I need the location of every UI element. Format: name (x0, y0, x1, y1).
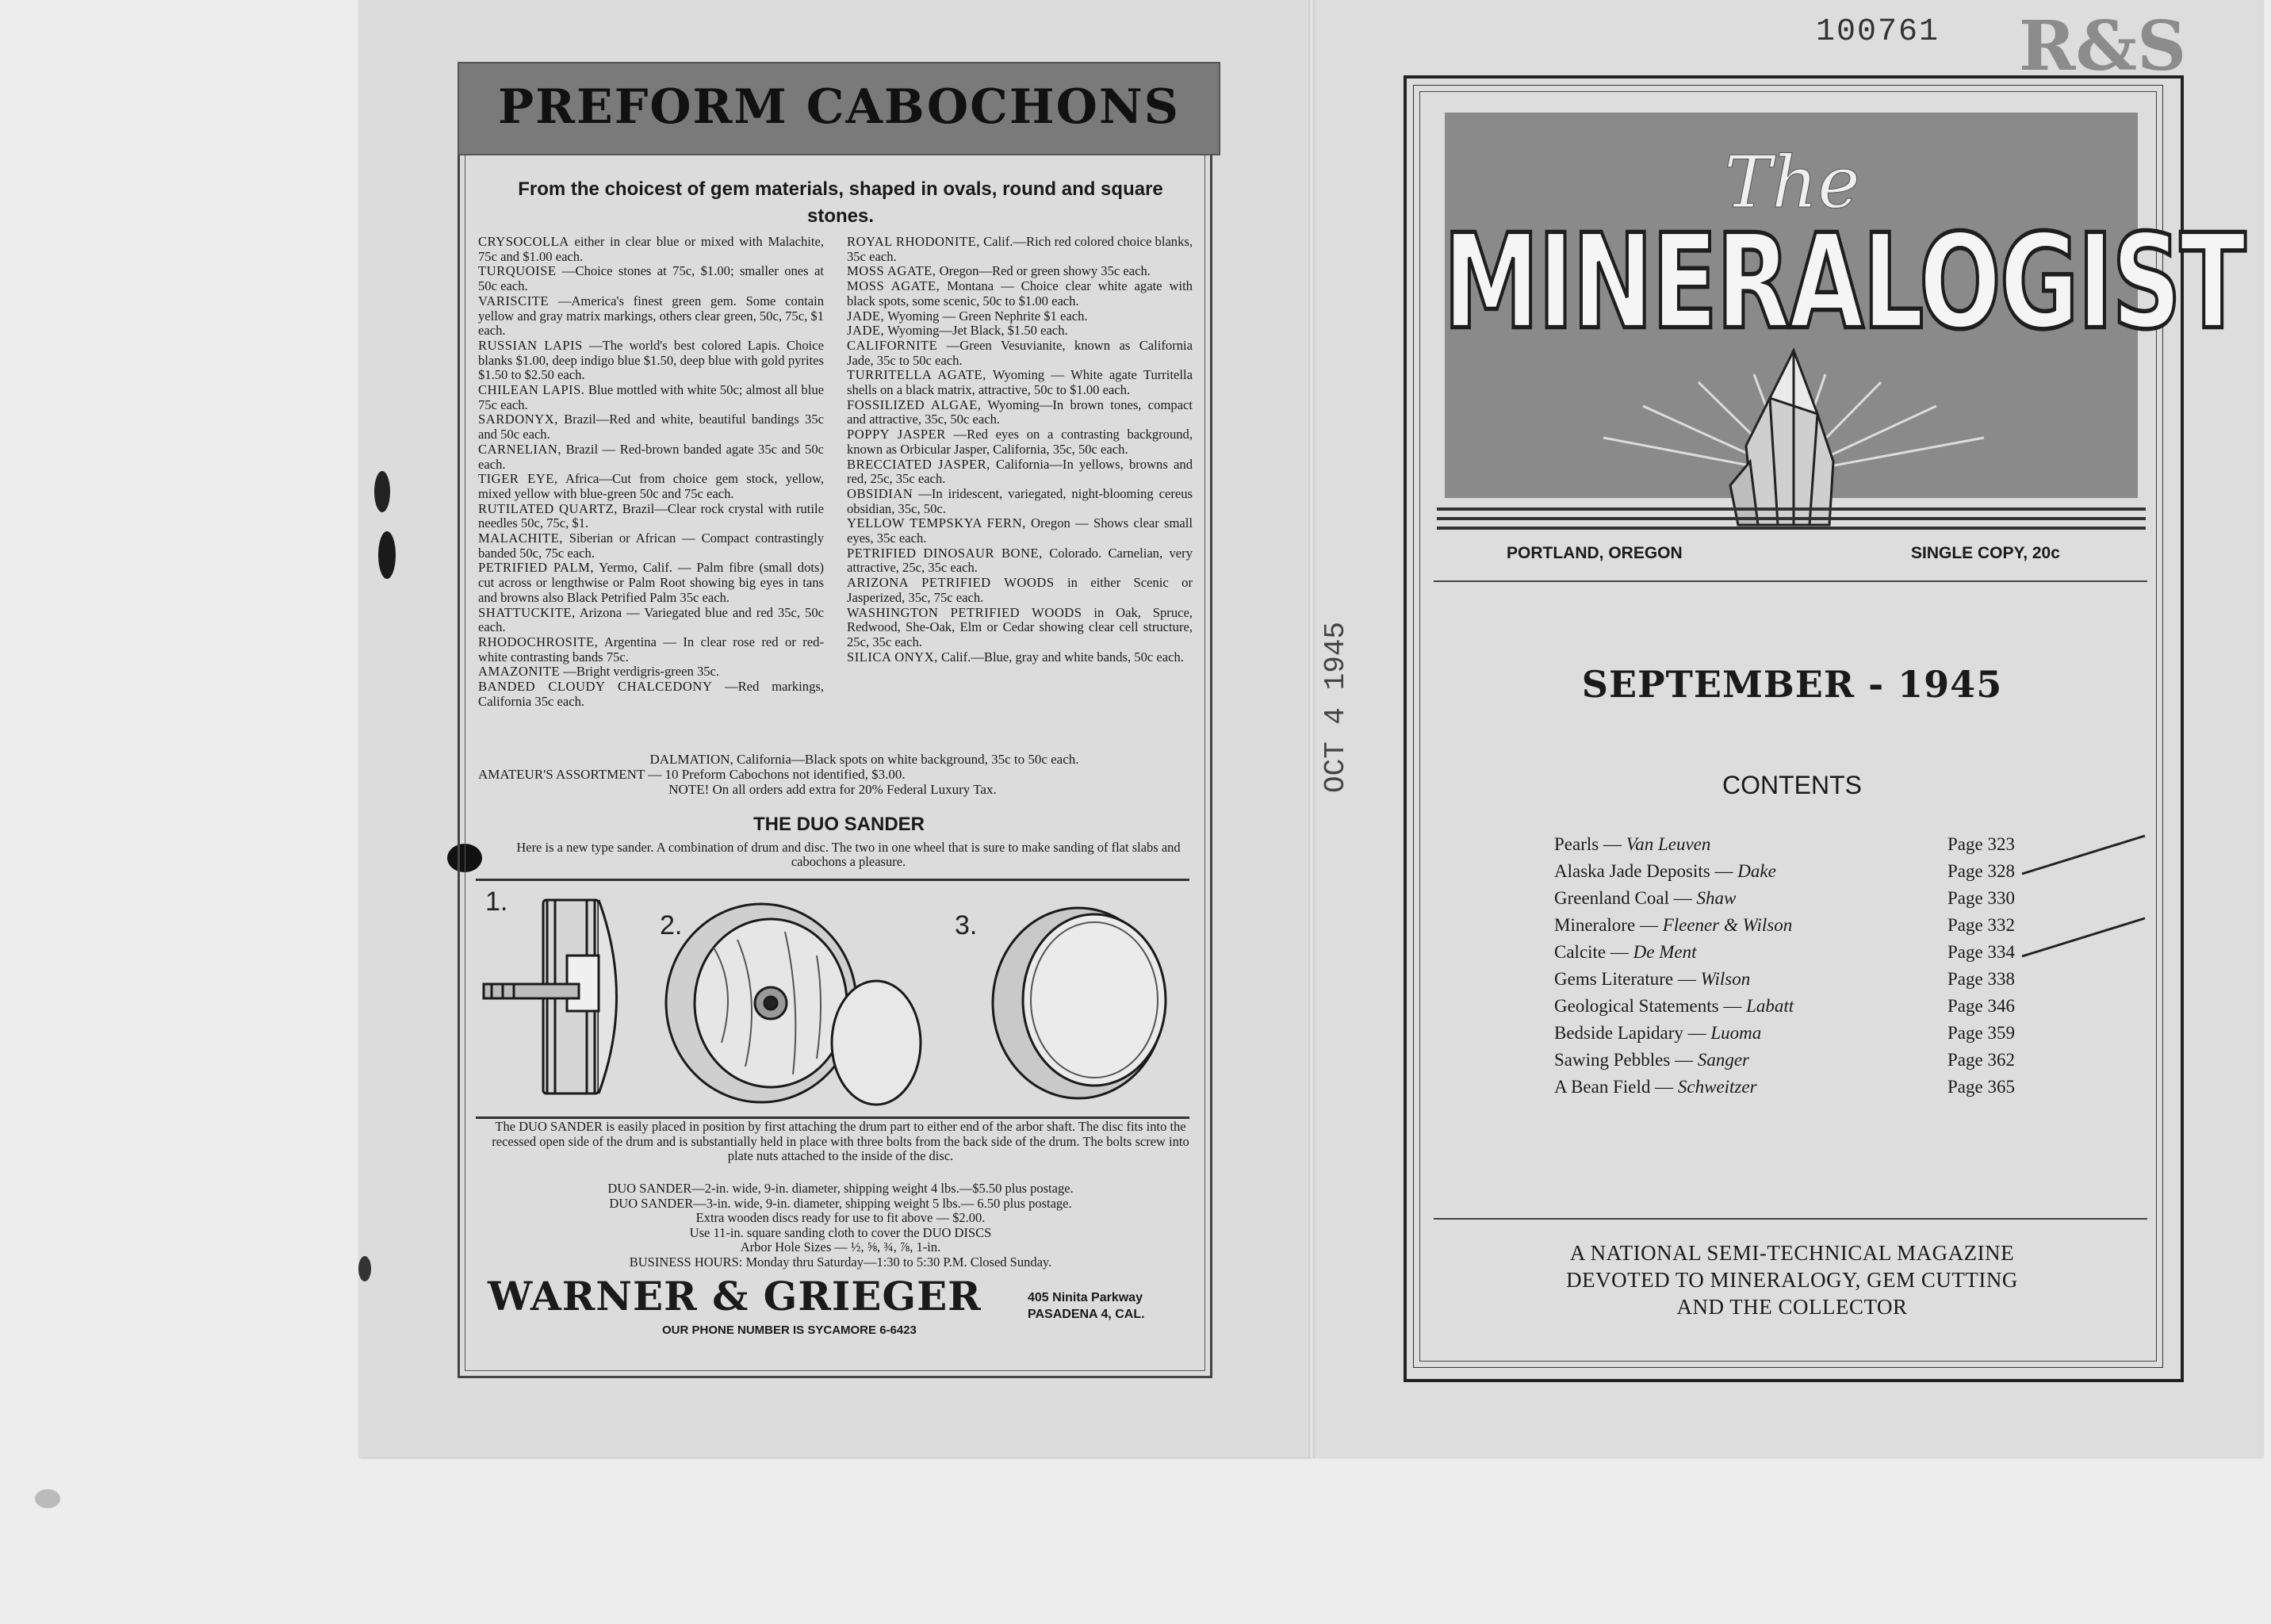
duo-sander-intro: Here is a new type sander. A combination of drum and disc. The two in one wheel that is sure to make sanding of flat slabs and cabochons a pleasure. (516, 840, 1181, 869)
gem-description: Wyoming—In brown tones, compact and attractive, 35c, 50c each. (847, 396, 1193, 427)
toc-article (1554, 939, 1696, 966)
gem-name: SARDONYX, (478, 412, 558, 427)
gem-listing (847, 398, 1193, 427)
toc-page-number: Page 362 (1947, 1050, 2015, 1070)
gem-name: MOSS AGATE, (847, 278, 940, 294)
gem-listing (847, 264, 1193, 279)
toc-dash: — (1655, 1077, 1674, 1097)
duo-sander-illustration (476, 884, 1205, 1114)
toc-author: Dake (1737, 861, 1776, 881)
gem-name: RUSSIAN LAPIS (478, 337, 583, 353)
gem-listing (478, 635, 824, 665)
gem-description: Africa—Cut from choice gem stock, yellow, mixed yellow with blue-green 50c and 75c each. (478, 471, 825, 501)
gem-name: ROYAL RHODONITE, (847, 234, 980, 249)
toc-entry (1554, 1020, 2030, 1047)
gem-description: —Red eyes on a contrasting background, known as Orbicular Jasper, California, 35c, 50c each. (847, 427, 1193, 457)
gem-description: Wyoming — Green Nephrite $1 each. (887, 308, 1088, 324)
price-line: DUO SANDER—2-in. wide, 9-in. diameter, shipping weight 4 lbs.—$5.50 plus postage. (607, 1181, 1074, 1196)
cover-divider (1434, 580, 2147, 582)
gem-name: TURQUOISE (478, 263, 557, 279)
toc-author: Schweitzer (1677, 1077, 1757, 1097)
gem-name: WASHINGTON PETRIFIED WOODS (847, 604, 1082, 620)
toc-page-number: Page 330 (1947, 888, 2015, 908)
sander-open-drum (666, 904, 921, 1105)
toc-author: Labatt (1746, 996, 1794, 1016)
toc-article-title: Pearls (1554, 834, 1599, 854)
gem-description: —The world's best colored Lapis. Choice blanks $1.00, deep indigo blue $1.50, deep blue with gold pyrites $1.50 to $2.50 each. (478, 337, 824, 383)
sander-drum-side-view (484, 900, 617, 1094)
gem-listing (478, 531, 824, 561)
gem-description: —Red markings, California 35c each. (478, 679, 824, 709)
gem-listing (478, 680, 824, 709)
gem-listing (478, 502, 824, 531)
toc-article (1554, 1074, 1757, 1101)
gem-description: Calif.—Rich red colored choice blanks, 35c each. (847, 234, 1193, 264)
cover-divider (1434, 1218, 2147, 1220)
gem-name: CALIFORNITE (847, 337, 938, 353)
gem-description: Wyoming—Jet Black, $1.50 each. (887, 323, 1068, 339)
gem-description: Colorado. Carnelian, very attractive, 25c, 35c each. (847, 545, 1193, 576)
toc-article (1554, 831, 1710, 858)
masthead-the: The (1724, 141, 1860, 224)
gem-listing (847, 650, 1193, 665)
gem-listing (478, 412, 824, 442)
table-of-contents (1554, 831, 2030, 1101)
gem-name: MALACHITE, (478, 530, 563, 546)
toc-page-number: Page 334 (1947, 942, 2015, 962)
toc-entry (1554, 858, 2030, 885)
toc-entry (1554, 885, 2030, 912)
ad-dalmation-line: DALMATION, California—Black spots on white background, 35c to 50c each. (649, 752, 1079, 767)
toc-article (1554, 858, 1776, 885)
cover-tagline (1427, 1239, 2157, 1320)
gem-listing (478, 442, 824, 472)
toc-article (1554, 885, 1736, 912)
gem-listing (847, 427, 1193, 457)
toc-article (1554, 993, 1794, 1020)
gem-description: Calif.—Blue, gray and white bands, 50c each. (940, 649, 1184, 665)
toc-article-title: Alaska Jade Deposits (1554, 861, 1710, 881)
figure-label-3: 3. (955, 910, 978, 940)
issue-date: SEPTEMBER - 1945 (1581, 663, 2003, 706)
gem-name: ARIZONA PETRIFIED WOODS (847, 575, 1055, 591)
masthead-title: MINERALOGIST (1443, 206, 2245, 358)
ad-tax-note: NOTE! On all orders add extra for 20% Federal Luxury Tax. (668, 782, 997, 797)
gem-name: CHILEAN LAPIS. (478, 382, 585, 398)
gem-name: VARISCITE (478, 293, 550, 308)
gem-description: in either Scenic or Jasperized, 35c, 75c each. (847, 575, 1193, 605)
gem-description: —America's finest green gem. Some contain yellow and gray matrix markings, others clear green, 50c, 75c, $1 each. (478, 293, 824, 339)
gem-description: Yermo, Calif. — Palm fibre (small dots) cut across or lengthwise or Palm Root showing big eyes in tans and browns also Black Petrified Palm 35c each. (478, 560, 824, 605)
tagline-line: AND THE COLLECTOR (1676, 1295, 1908, 1319)
gem-name: SILICA ONYX, (847, 649, 938, 665)
gem-name: OBSIDIAN (847, 485, 913, 501)
toc-author: Luoma (1710, 1023, 1762, 1043)
gem-description: Blue mottled with white 50c; almost all blue 75c each. (478, 382, 825, 412)
price-line: Use 11-in. square sanding cloth to cover the DUO DISCS (689, 1224, 992, 1240)
rs-stamp: R&S (2019, 6, 2187, 86)
toc-page-number: Page 328 (1947, 861, 2015, 881)
gem-name: FOSSILIZED ALGAE, (847, 396, 982, 412)
toc-entry (1554, 939, 2030, 966)
toc-dash: — (1723, 996, 1742, 1016)
business-hours: BUSINESS HOURS: Monday thru Saturday—1:30 to 5:30 P.M. Closed Sunday. (629, 1254, 1052, 1270)
publication-location: PORTLAND, OREGON (1507, 544, 1683, 562)
toc-author: Shaw (1696, 888, 1737, 908)
toc-article-title: Sawing Pebbles (1554, 1050, 1671, 1070)
toc-article-title: Greenland Coal (1554, 888, 1669, 908)
toc-entry (1554, 993, 2030, 1020)
gem-description: Oregon — Shows clear small eyes, 35c each. (847, 515, 1193, 546)
toc-author: Fleener & Wilson (1662, 915, 1793, 935)
toc-article (1554, 966, 1750, 993)
gem-listing (847, 606, 1193, 650)
toc-page-number: Page 359 (1947, 1023, 2015, 1043)
toc-entry (1554, 831, 2030, 858)
single-copy-price: SINGLE COPY, 20c (1911, 544, 2060, 562)
gem-listing (478, 472, 824, 501)
gem-description: —Choice stones at 75c, $1.00; smaller ones at 50c each. (478, 263, 824, 294)
gem-description: —In iridescent, variegated, night-blooming cereus obsidian, 35c, 50c. (847, 485, 1193, 516)
received-date-stamp: OCT 4 1945 (1319, 621, 1352, 793)
toc-page-number: Page 346 (1947, 996, 2015, 1016)
address-line: 405 Ninita Parkway (1028, 1291, 1143, 1304)
gem-description: Wyoming — White agate Turritella shells on a black matrix, attractive, 50c to $1.00 each. (847, 367, 1193, 398)
gem-listing (847, 324, 1193, 339)
toc-page-number: Page 332 (1947, 915, 2015, 935)
duo-sander-heading: THE DUO SANDER (753, 814, 925, 835)
gem-name: CRYSOCOLLA (478, 234, 569, 249)
ad-subhead: From the choicest of gem materials, shaped in ovals, round and square stones. (518, 178, 1163, 227)
toc-article-title: Geological Statements (1554, 996, 1719, 1016)
masthead-stripe (1437, 508, 2146, 511)
quartz-crystal-icon (1730, 350, 1833, 525)
toc-author: Wilson (1700, 969, 1751, 989)
toc-dash: — (1675, 1050, 1694, 1070)
ad-left-column (478, 235, 824, 710)
gem-listing (847, 235, 1193, 264)
price-line: DUO SANDER—3-in. wide, 9-in. diameter, shipping weight 5 lbs.— 6.50 plus postage. (609, 1195, 1072, 1211)
gem-listing (847, 339, 1193, 368)
duo-sander-description: The DUO SANDER is easily placed in position by first attaching the drum part to either end of the arbor shaft. The disc fits into the recessed open side of the drum and is substantially held in place with three bolts from the back side of the drum. The bolts screw into plate nuts attached to the inside of the disc. (492, 1119, 1189, 1163)
company-phone: OUR PHONE NUMBER IS SYCAMORE 6-6423 (662, 1323, 917, 1337)
toc-author: Van Leuven (1626, 834, 1711, 854)
divider-rule (476, 879, 1189, 881)
toc-page-number: Page 365 (1947, 1077, 2015, 1097)
toc-entry (1554, 1074, 2030, 1101)
toc-page-number: Page 338 (1947, 969, 2015, 989)
gem-name: TIGER EYE, (478, 471, 558, 487)
gem-name: RHODOCHROSITE, (478, 634, 599, 649)
gem-name: PETRIFIED PALM, (478, 560, 595, 576)
toc-entry (1554, 1047, 2030, 1074)
toc-dash: — (1687, 1023, 1706, 1043)
ad-assortment-line: AMATEUR'S ASSORTMENT — 10 Preform Cabochons not identified, $3.00. (478, 767, 906, 782)
gem-name: BANDED CLOUDY CHALCEDONY (478, 679, 713, 695)
gem-name: POPPY JASPER (847, 427, 946, 442)
gem-description: Brazil—Red and white, beautiful bandings 35c and 50c each. (478, 412, 825, 442)
gem-listing (847, 458, 1193, 487)
spine-fold (1308, 0, 1315, 1457)
gem-listing (478, 383, 824, 412)
toc-dash: — (1610, 942, 1629, 962)
toc-article (1554, 1020, 1761, 1047)
gem-description: Arizona — Variegated blue and red 35c, 50c each. (478, 604, 825, 635)
gem-name: JADE, (847, 308, 885, 324)
gem-name: PETRIFIED DINOSAUR BONE, (847, 545, 1043, 561)
toc-article-title: Calcite (1554, 942, 1607, 962)
toc-dash: — (1714, 861, 1733, 881)
gem-name: BRECCIATED JASPER, (847, 456, 990, 472)
duo-sander-price-list (492, 1182, 1189, 1270)
ad-right-column (847, 235, 1193, 665)
company-name: WARNER & GRIEGER (488, 1273, 982, 1320)
address-line: PASADENA 4, CAL. (1028, 1308, 1145, 1321)
gem-description: in Oak, Spruce, Redwood, She-Oak, Elm or Cedar showing clear cell structure, 25c, 35c each. (847, 604, 1193, 649)
accession-number-stamp: 100761 (1816, 14, 1940, 50)
gem-listing (478, 561, 824, 605)
gem-description: Oregon—Red or green showy 35c each. (939, 263, 1151, 279)
toc-dash: — (1677, 969, 1696, 989)
gem-listing (478, 339, 824, 383)
gem-listing (847, 279, 1193, 308)
gem-name: SHATTUCKITE, (478, 604, 576, 620)
toc-entry (1554, 912, 2030, 939)
gem-listing (478, 294, 824, 339)
toc-article-title: A Bean Field (1554, 1077, 1651, 1097)
masthead-stripe (1437, 527, 2146, 530)
contents-heading: CONTENTS (1722, 771, 1862, 799)
gem-listing (478, 264, 824, 293)
gem-description: Siberian or African — Compact contrastingly banded 50c, 75c each. (478, 530, 824, 561)
toc-dash: — (1639, 915, 1658, 935)
price-line: Arbor Hole Sizes — ½, ⅝, ¾, ⅞, 1-in. (740, 1239, 941, 1254)
gem-description: either in clear blue or mixed with Malachite, 75c and $1.00 each. (478, 234, 824, 264)
figure-label-1: 1. (485, 887, 508, 917)
toc-author: Sanger (1697, 1050, 1749, 1070)
price-line: Extra wooden discs ready for use to fit above — $2.00. (695, 1210, 986, 1225)
toc-article-title: Mineralore (1554, 915, 1636, 935)
toc-dash: — (1673, 888, 1692, 908)
toc-author: De Ment (1633, 942, 1697, 962)
masthead-stripe (1437, 517, 2146, 520)
figure-label-2: 2. (660, 910, 683, 940)
gem-description: Brazil—Clear rock crystal with rutile needles 50c, 75c, $1. (478, 500, 825, 531)
toc-article-title: Gems Literature (1554, 969, 1674, 989)
gem-listing (847, 487, 1193, 516)
toc-article (1554, 912, 1792, 939)
tagline-line: DEVOTED TO MINERALOGY, GEM CUTTING (1566, 1268, 2018, 1292)
gem-listing (847, 546, 1193, 576)
company-address (1028, 1289, 1145, 1323)
gem-name: JADE, (847, 323, 885, 339)
toc-dash: — (1603, 834, 1622, 854)
gem-name: TURRITELLA AGATE, (847, 367, 986, 383)
tagline-line: A NATIONAL SEMI-TECHNICAL MAGAZINE (1569, 1241, 2015, 1265)
sander-assembled (993, 908, 1166, 1098)
gem-name: CARNELIAN, (478, 441, 562, 457)
ad-banner-title: PREFORM CABOCHONS (497, 79, 1181, 135)
gem-listing (847, 368, 1193, 397)
gem-name: RUTILATED QUARTZ, (478, 500, 618, 516)
gem-listing (478, 606, 824, 635)
gem-description: —Green Vesuvianite, known as California Jade, 35c to 50c each. (847, 337, 1193, 368)
gem-name: MOSS AGATE, (847, 263, 936, 279)
toc-entry (1554, 966, 2030, 993)
gem-description: Montana — Choice clear white agate with black spots, some scenic, 50c to $1.00 each. (847, 278, 1193, 308)
toc-article-title: Bedside Lapidary (1554, 1023, 1683, 1043)
toc-article (1554, 1047, 1749, 1074)
gem-listing (847, 516, 1193, 546)
gem-listing (478, 235, 824, 264)
gem-description: California—In yellows, browns and red, 25c, 35c each. (847, 456, 1193, 487)
gem-listing (847, 309, 1193, 324)
toc-page-number: Page 323 (1947, 834, 2015, 854)
gem-description: —Bright verdigris-green 35c. (563, 664, 720, 680)
gem-listing (847, 576, 1193, 605)
gem-description: Argentina — In clear rose red or red-white contrasting bands 75c. (478, 634, 824, 665)
gem-name: YELLOW TEMPSKYA FERN, (847, 515, 1026, 531)
gem-name: AMAZONITE (478, 664, 561, 680)
gem-description: Brazil — Red-brown banded agate 35c and 50c each. (478, 441, 824, 472)
gem-listing (478, 665, 824, 680)
